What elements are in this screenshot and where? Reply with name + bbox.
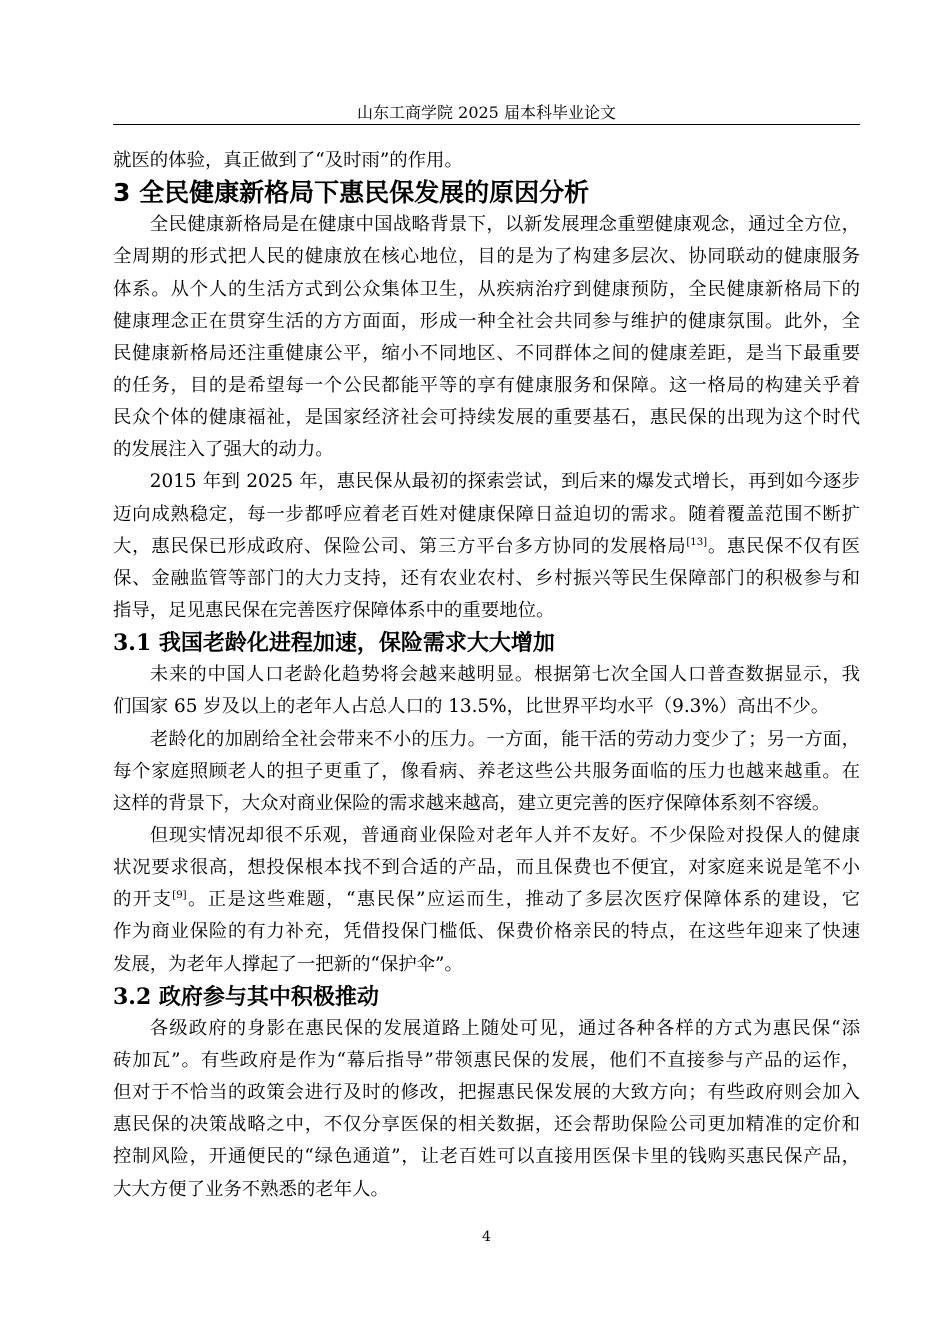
- page-body: [113, 145, 860, 1206]
- paragraph-line: 大大方便了业务不熟悉的老年人。: [113, 1178, 389, 1200]
- paragraph-line: 体系。从个人的生活方式到公众集体卫生，从疾病治疗到健康预防，全民健康新格局下的: [113, 278, 860, 300]
- paragraph: [113, 466, 860, 627]
- paragraph: [113, 820, 860, 981]
- paragraph-line: 全周期的形式把人民的健康放在核心地位，目的是为了构建多层次、协同联动的健康服务: [113, 246, 860, 268]
- paragraph-line: 砖加瓦”。有些政府是作为“幕后指导”带领惠民保的发展，他们不直接参与产品的运作，: [113, 1049, 860, 1071]
- paragraph-line: 但对于不恰当的政策会进行及时的修改，把握惠民保发展的大致方向；有些政府则会加入: [113, 1082, 860, 1104]
- paragraph-line: 这样的背景下，大众对商业保险的需求越来越高，建立更完善的医疗保障体系刻不容缓。: [113, 792, 831, 814]
- paragraph-line: 全民健康新格局是在健康中国战略背景下，以新发展理念重塑健康观念，通过全方位，: [149, 214, 860, 236]
- paragraph-line: 指导，足见惠民保在完善医疗保障体系中的重要地位。: [113, 599, 555, 621]
- running-header: 山东工商学院 2025 届本科毕业论文: [357, 103, 616, 122]
- paragraph-line: 未来的中国人口老龄化趋势将会越来越明显。根据第七次全国人口普查数据显示，我: [149, 664, 860, 686]
- line-text: 。正是这些难题，“惠民保”应运而生，推动了多层次医疗保障体系的建设，它: [186, 889, 860, 911]
- line-text: 的开支: [113, 889, 173, 911]
- line-text: 大，惠民保已形成政府、保险公司、第三方平台多方协同的发展格局: [113, 535, 687, 557]
- paragraph-line: 惠民保的决策战略之中，不仅分享医保的相关数据，还会帮助保险公司更加精准的定价和: [113, 1114, 860, 1136]
- paragraph-line: 迈向成熟稳定，每一步都呼应着老百姓对健康保障日益迫切的需求。随着覆盖范围不断扩: [113, 503, 860, 525]
- paragraph-line: 发展，为老年人撑起了一把新的“保护伞”。: [113, 953, 463, 975]
- paragraph-line: 2015 年到 2025 年，惠民保从最初的探索尝试，到后来的爆发式增长，再到如今逐步: [149, 471, 860, 493]
- citation-ref: [13]: [686, 536, 708, 548]
- paragraph-line: 状况要求很高，想投保根本找不到合适的产品，而且保费也不便宜，对家庭来说是笔不小: [113, 857, 860, 879]
- paragraph: [113, 209, 860, 466]
- paragraph-line: 们国家 65 岁及以上的老年人占总人口的 13.5%，比世界平均水平（9.3%）高出不少。: [113, 696, 830, 718]
- paragraph-line: 的任务，目的是希望每一个公民都能平等的享有健康服务和保障。这一格局的构建关乎着: [113, 374, 860, 396]
- paragraph-line: 保、金融监管等部门的大力支持，还有农业农村、乡村振兴等民生保障部门的积极参与和: [113, 567, 860, 589]
- paragraph-line: 健康理念正在贯穿生活的方方面面，形成一种全社会共同参与维护的健康氛围。此外，全: [113, 310, 860, 332]
- paragraph-line: 控制风险，开通便民的“绿色通道”，让老百姓可以直接用医保卡里的钱购买惠民保产品，: [113, 1146, 860, 1168]
- paragraph-line: [113, 531, 860, 563]
- paragraph: [113, 1013, 860, 1206]
- citation-ref: [9]: [172, 890, 187, 902]
- paragraph-line: 每个家庭照顾老人的担子更重了，像看病、养老这些公共服务面临的压力也越来越重。在: [113, 760, 860, 782]
- paragraph-line: 民众个体的健康福祉，是国家经济社会可持续发展的重要基石，惠民保的出现为这个时代: [113, 407, 860, 429]
- paragraph-line: 就医的体验，真正做到了“及时雨”的作用。: [113, 150, 463, 171]
- header-rule: [113, 124, 860, 125]
- paragraph-line: 民健康新格局还注重健康公平，缩小不同地区、不同群体之间的健康差距，是当下最重要: [113, 342, 860, 364]
- paragraph: [113, 724, 860, 820]
- paragraph-line: 各级政府的身影在惠民保的发展道路上随处可见，通过各种各样的方式为惠民保“添: [149, 1017, 860, 1039]
- subsection-heading: 3.1 我国老龄化进程加速，保险需求大大增加: [113, 630, 555, 657]
- line-text: 。惠民保不仅有医: [707, 535, 860, 557]
- paragraph-line: 但现实情况却很不乐观，普通商业保险对老年人并不友好。不少保险对投保人的健康: [149, 824, 860, 846]
- paragraph-line: 的发展注入了强大的动力。: [113, 439, 334, 461]
- paragraph-line: 老龄化的加剧给全社会带来不小的压力。一方面，能干活的劳动力变少了；另一方面，: [149, 728, 860, 750]
- paragraph-line: [113, 884, 860, 916]
- subsection-heading: 3.2 政府参与其中积极推动: [113, 983, 379, 1010]
- paragraph: [113, 659, 860, 723]
- section-heading: 3 全民健康新格局下惠民保发展的原因分析: [113, 178, 590, 208]
- paragraph-line: 作为商业保险的有力补充，凭借投保门槛低、保费价格亲民的特点，在这些年迎来了快速: [113, 921, 860, 943]
- page-number: 4: [482, 1229, 491, 1245]
